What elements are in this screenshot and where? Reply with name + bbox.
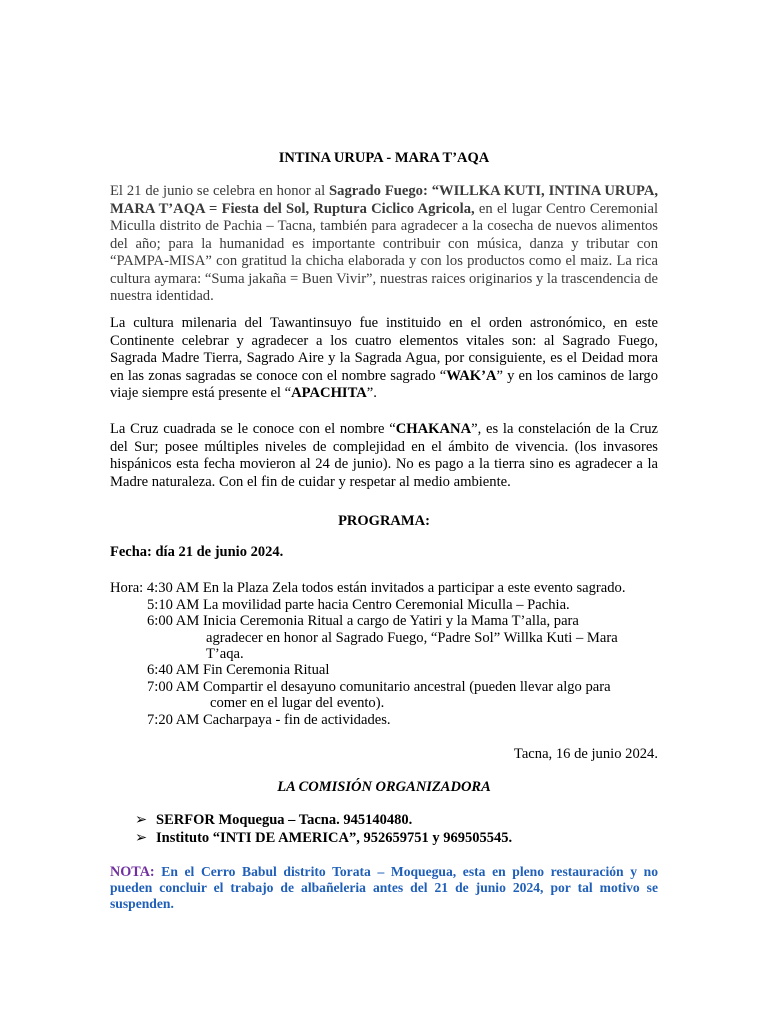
- intro-text-2: en el lugar Centro Ceremonial Miculla distrito de Pachia – Tacna, también para agradecer a la cosecha de nuevos alimentos del año; para la humanidad es importante contribuir con música, danza y tributar con “PAMPA-MISA” con gratitud la chicha elaborada y con los productos como el maiz. La rica cultura aymara: “Suma jakaña = Buen Vivir”, nuestras raices originarios y la trascendencia de nuestra identidad.: [110, 200, 659, 304]
- contact-item: [135, 830, 512, 847]
- schedule-row: 7:00 AM Compartir el desayuno comunitario ancestral (pueden llevar algo para: [147, 679, 611, 695]
- chakana-paragraph: [110, 421, 658, 491]
- intro-text-1: El 21 de junio se celebra en honor al: [110, 183, 330, 199]
- schedule-row: 6:00 AM Inicia Ceremonia Ritual a cargo de Yatiri y la Mama T’alla, para: [147, 613, 579, 629]
- intro-paragraph: [110, 183, 658, 306]
- tawantinsuyo-paragraph: [110, 315, 658, 403]
- tawantinsuyo-text-1: La cultura milenaria del Tawantinsuyo fue instituido en el orden astronómico, en este Continente celebrar y agradecer a los cuatro elementos vitales son: al Sagrado Fuego, Sagrada Madre Tierra, Sagrado Aire y la Sagrada Agua, por consiguiente, es el Deidad mora en las zonas sagradas se conoce con el nombre sagrado “: [110, 315, 658, 384]
- arrow-bullet-icon: ➢: [135, 812, 148, 828]
- chakana-text-2: ”, es la constelación de la Cruz del Sur; posee múltiples niveles de complejidad en el ámbito de vivencia. (los invasores hispánicos esta fecha movieron al 24 de junio). No es pago a la tierra sino es agradecer a la Madre naturaleza. Con el fin de cuidar y respetar al medio ambiente.: [110, 421, 658, 490]
- intro-bold-text: Sagrado Fuego: “WILLKA KUTI, INTINA URUPA, MARA T’AQA = Fiesta del Sol, Ruptura Ciclico Agricola,: [110, 183, 659, 217]
- note-paragraph: [110, 864, 658, 912]
- contact-item: [135, 812, 412, 829]
- document-title: INTINA URUPA - MARA T’AQA: [278, 150, 490, 166]
- schedule-row-continuation: agradecer en honor al Sagrado Fuego, “Padre Sol” Willka Kuti – Mara: [206, 630, 618, 646]
- schedule-row: Hora: 4:30 AM En la Plaza Zela todos están invitados a participar a este evento sagrado.: [110, 580, 626, 596]
- event-date: Fecha: día 21 de junio 2024.: [110, 544, 284, 560]
- schedule-row: 7:20 AM Cacharpaya - fin de actividades.: [147, 712, 391, 728]
- note-text: En el Cerro Babul distrito Torata – Moquegua, esta en pleno restauración y no pueden concluir el trabajo de albañeleria antes del 21 de junio 2024, por tal motivo se suspenden.: [110, 864, 658, 911]
- tawantinsuyo-text-3: ”.: [366, 385, 377, 401]
- waka-bold-text: WAK’A: [446, 367, 497, 384]
- chakana-text-1: La Cruz cuadrada se le conoce con el nombre “: [110, 421, 396, 437]
- schedule-row: 5:10 AM La movilidad parte hacia Centro Ceremonial Miculla – Pachia.: [147, 597, 570, 613]
- note-label: NOTA:: [110, 864, 155, 880]
- programa-heading: PROGRAMA:: [338, 513, 430, 529]
- arrow-bullet-icon: ➢: [135, 830, 148, 846]
- tawantinsuyo-text-2: ” y en los caminos de largo viaje siempre está presente el “: [110, 367, 659, 401]
- contact-text: Instituto “INTI DE AMERICA”, 952659751 y 969505545.: [156, 830, 513, 846]
- chakana-bold-text: CHAKANA: [395, 421, 472, 437]
- schedule-row-continuation: T’aqa.: [206, 646, 244, 662]
- schedule-row: 6:40 AM Fin Ceremonia Ritual: [147, 662, 330, 678]
- schedule-row-continuation: comer en el lugar del evento).: [210, 695, 385, 711]
- contact-text: SERFOR Moquegua – Tacna. 945140480.: [156, 812, 413, 828]
- organizing-committee-heading: LA COMISIÓN ORGANIZADORA: [277, 779, 491, 795]
- place-and-date: Tacna, 16 de junio 2024.: [513, 746, 658, 762]
- apachita-bold-text: APACHITA: [291, 385, 367, 401]
